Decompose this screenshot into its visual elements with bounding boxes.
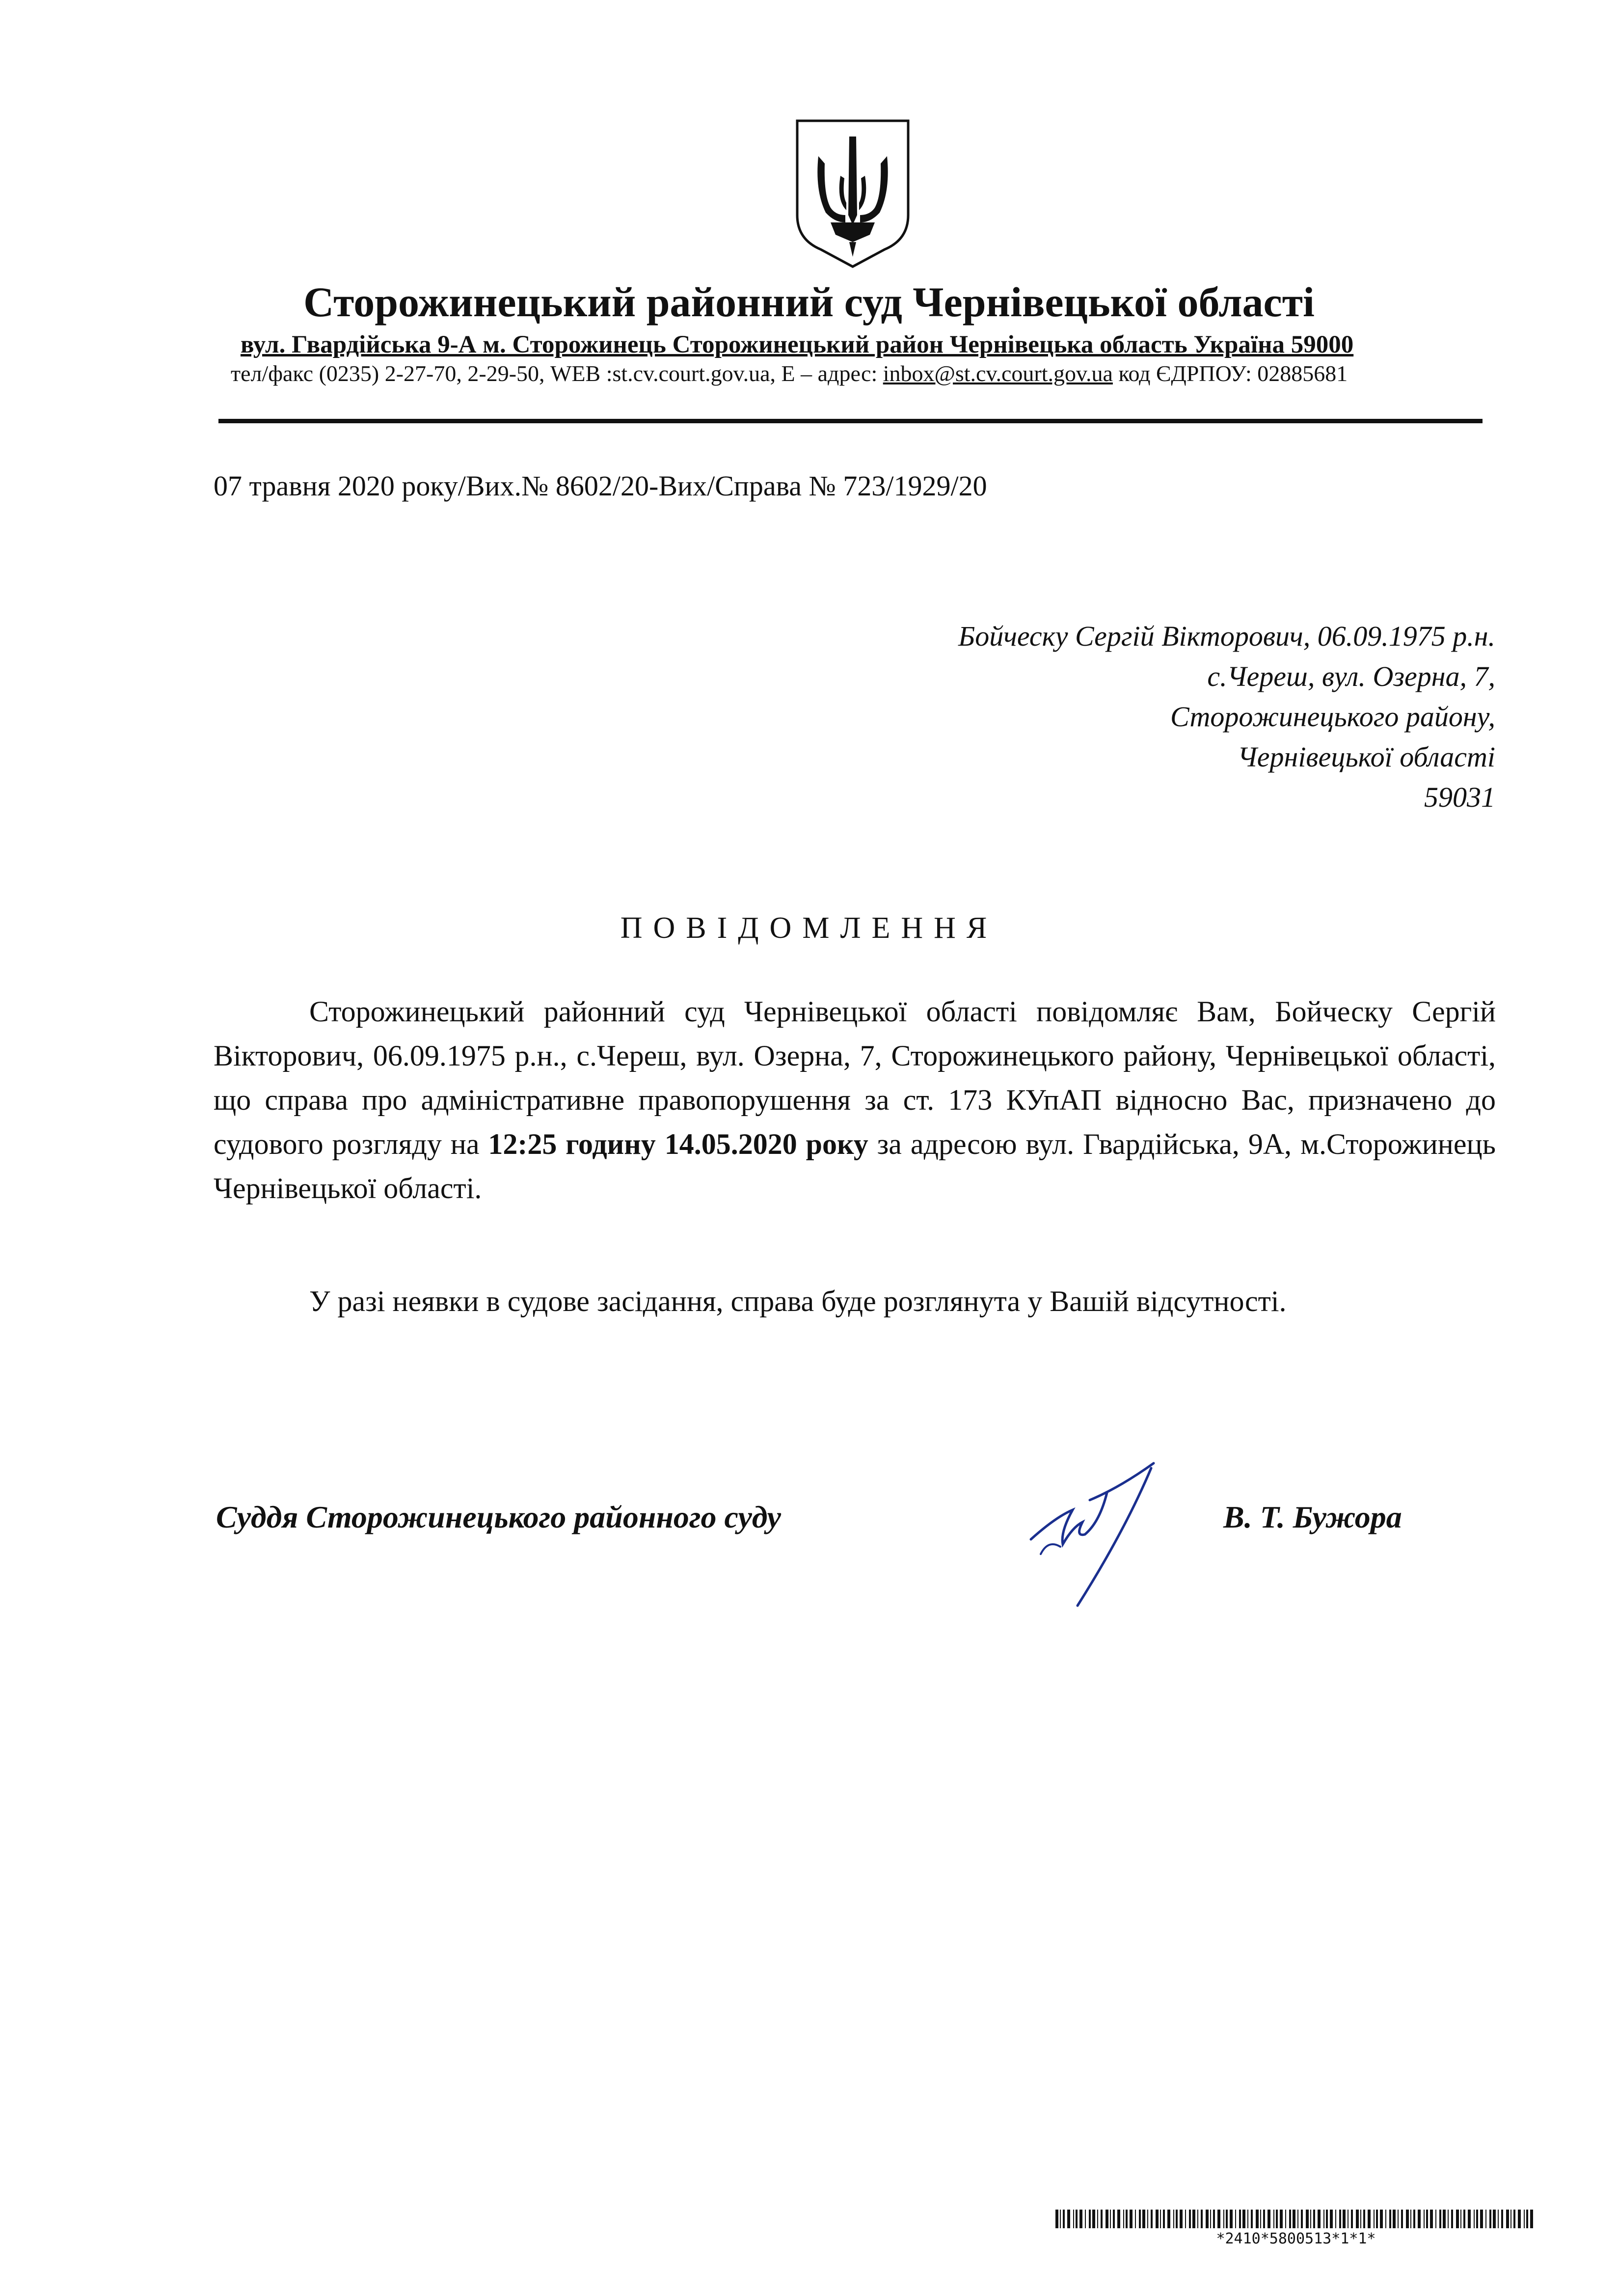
barcode-bar bbox=[1139, 2210, 1141, 2228]
barcode-bar bbox=[1151, 2210, 1153, 2228]
barcode-bar bbox=[1085, 2210, 1086, 2228]
barcode-bar bbox=[1189, 2210, 1191, 2228]
barcode-bar bbox=[1524, 2210, 1525, 2228]
barcode-bar bbox=[1374, 2210, 1375, 2228]
barcode-bar bbox=[1217, 2210, 1220, 2228]
barcode-bar bbox=[1160, 2210, 1161, 2228]
barcode-bar bbox=[1197, 2210, 1198, 2228]
contacts-prefix: тел/факс (0235) 2-27-70, 2-29-50, WEB :st.cv.court.gov.ua, E – адрес: bbox=[231, 361, 883, 386]
barcode-bar bbox=[1106, 2210, 1108, 2228]
barcode-bar bbox=[1280, 2210, 1283, 2228]
barcode-bar bbox=[1530, 2210, 1533, 2228]
barcode-bar bbox=[1435, 2210, 1436, 2228]
barcode-bar bbox=[1079, 2210, 1082, 2228]
court-contacts bbox=[231, 360, 1348, 387]
barcode-bar bbox=[1426, 2210, 1428, 2228]
barcode-bar bbox=[1055, 2210, 1058, 2228]
barcode-bar bbox=[1213, 2210, 1215, 2228]
barcode-bar bbox=[1360, 2210, 1361, 2228]
barcode-bar bbox=[1306, 2210, 1309, 2228]
barcode-bar bbox=[1413, 2210, 1415, 2228]
barcode-bar bbox=[1480, 2210, 1483, 2228]
barcode-bar bbox=[1506, 2210, 1509, 2228]
barcode-bar bbox=[1430, 2210, 1433, 2228]
barcode-bar bbox=[1089, 2210, 1091, 2228]
barcode-bar bbox=[1318, 2210, 1321, 2228]
barcode-bar bbox=[1210, 2210, 1211, 2228]
barcode-bar bbox=[1501, 2210, 1503, 2228]
barcode-bar bbox=[1247, 2210, 1248, 2228]
recipient-line: Сторожинецького району, bbox=[1170, 701, 1495, 733]
barcode-bar bbox=[1263, 2210, 1265, 2228]
barcode-bar bbox=[1474, 2210, 1475, 2228]
notice-paragraph bbox=[214, 989, 1496, 1210]
court-address: вул. Гвардійська 9-А м. Сторожинець Сторожинецький район Чернівецька область Україна 59000 bbox=[241, 331, 1354, 358]
barcode-bar bbox=[1368, 2210, 1371, 2228]
barcode-bar bbox=[1260, 2210, 1261, 2228]
recipient-line: Чернівецької області bbox=[1237, 741, 1495, 773]
barcode-bar bbox=[1451, 2210, 1453, 2228]
barcode-bar bbox=[1456, 2210, 1459, 2228]
barcode-bar bbox=[1476, 2210, 1478, 2228]
barcode-bar bbox=[1192, 2210, 1195, 2228]
barcode-bar bbox=[1201, 2210, 1203, 2228]
barcode-bar bbox=[1424, 2210, 1425, 2228]
barcode-bar bbox=[1135, 2210, 1136, 2228]
barcode-bar bbox=[1468, 2210, 1471, 2228]
barcode-bar bbox=[1510, 2210, 1511, 2228]
barcode-bar bbox=[1297, 2210, 1298, 2228]
barcode-bar bbox=[1418, 2210, 1421, 2228]
hearing-datetime: 12:25 годину 14.05.2020 року bbox=[488, 1128, 868, 1160]
barcode-bar bbox=[1401, 2210, 1403, 2228]
barcode-bar bbox=[1443, 2210, 1446, 2228]
barcode-bar bbox=[1206, 2210, 1209, 2228]
barcode-bar bbox=[1230, 2210, 1233, 2228]
barcode-bar bbox=[1063, 2210, 1065, 2228]
barcode-bar bbox=[1489, 2210, 1491, 2228]
recipient-line: с.Череш, вул. Озерна, 7, bbox=[1207, 660, 1495, 692]
barcode-bar bbox=[1448, 2210, 1449, 2228]
barcode-bar bbox=[1363, 2210, 1365, 2228]
barcode-bar bbox=[1147, 2210, 1148, 2228]
barcode-bar bbox=[1463, 2210, 1465, 2228]
barcode-bar bbox=[1356, 2210, 1359, 2228]
barcode-bar bbox=[1067, 2210, 1070, 2228]
signatory-role: Суддя Сторожинецького районного суду bbox=[216, 1500, 782, 1534]
barcode-bar bbox=[1493, 2210, 1496, 2228]
barcode-bar bbox=[1380, 2210, 1383, 2228]
barcode-bar bbox=[1256, 2210, 1259, 2228]
barcode-bar bbox=[1343, 2210, 1346, 2228]
barcode-bar bbox=[1310, 2210, 1311, 2228]
barcode-bar bbox=[1176, 2210, 1178, 2228]
barcode-bar bbox=[1113, 2210, 1115, 2228]
barcode-bar bbox=[1376, 2210, 1378, 2228]
barcode-bar bbox=[1313, 2210, 1315, 2228]
barcode-bar bbox=[1385, 2210, 1386, 2228]
header-divider bbox=[218, 419, 1483, 423]
barcode-bar bbox=[1276, 2210, 1278, 2228]
email-link[interactable]: inbox@st.cv.court.gov.ua bbox=[883, 361, 1113, 386]
barcode-bar bbox=[1513, 2210, 1515, 2228]
barcode-bar bbox=[1110, 2210, 1111, 2228]
barcode-bar bbox=[1339, 2210, 1341, 2228]
barcode-bar bbox=[1180, 2210, 1183, 2228]
reference-line: 07 травня 2020 року/Вих.№ 8602/20-Вих/Справа № 723/1929/20 bbox=[214, 470, 987, 502]
barcode-bar bbox=[1123, 2210, 1124, 2228]
barcode-bar bbox=[1117, 2210, 1120, 2228]
barcode-bar bbox=[1242, 2210, 1245, 2228]
barcode-bar bbox=[1130, 2210, 1133, 2228]
barcode-icon bbox=[1055, 2210, 1537, 2228]
barcode-bar bbox=[1142, 2210, 1145, 2228]
barcode-bar bbox=[1060, 2210, 1061, 2228]
barcode-bar bbox=[1235, 2210, 1236, 2228]
barcode-bar bbox=[1393, 2210, 1396, 2228]
barcode-bar bbox=[1073, 2210, 1074, 2228]
barcode-bar bbox=[1326, 2210, 1328, 2228]
barcode-bar bbox=[1092, 2210, 1095, 2228]
barcode-bar bbox=[1351, 2210, 1353, 2228]
barcode-bar bbox=[1076, 2210, 1078, 2228]
court-name: Сторожинецький районний суд Чернівецької області bbox=[303, 278, 1315, 326]
barcode-bar bbox=[1223, 2210, 1224, 2228]
barcode-bar bbox=[1439, 2210, 1441, 2228]
barcode-bar bbox=[1185, 2210, 1186, 2228]
barcode-bar bbox=[1226, 2210, 1228, 2228]
barcode-bar bbox=[1323, 2210, 1324, 2228]
coat-of-arms-icon bbox=[791, 117, 914, 270]
barcode-bar bbox=[1173, 2210, 1174, 2228]
barcode-bar bbox=[1293, 2210, 1295, 2228]
barcode-bar bbox=[1406, 2210, 1409, 2228]
barcode-bar bbox=[1267, 2210, 1270, 2228]
barcode-bar bbox=[1289, 2210, 1291, 2228]
contacts-suffix: код ЄДРПОУ: 02885681 bbox=[1112, 361, 1348, 386]
barcode-bar bbox=[1398, 2210, 1399, 2228]
barcode-bar bbox=[1285, 2210, 1286, 2228]
barcode-bar bbox=[1097, 2210, 1098, 2228]
barcode-bar bbox=[1335, 2210, 1336, 2228]
barcode-bar bbox=[1101, 2210, 1103, 2228]
barcode-bar bbox=[1498, 2210, 1499, 2228]
barcode-bar bbox=[1301, 2210, 1303, 2228]
barcode-bar bbox=[1163, 2210, 1165, 2228]
barcode-bar bbox=[1460, 2210, 1461, 2228]
document-title: ПОВІДОМЛЕННЯ bbox=[620, 911, 998, 945]
paragraph-text: Сторожинецький районний суд Чернівецької області повідомляє Вам, Бойческу Сергій Вікторович, 06.09.1975 р.н., с.Череш, вул. Озерна, 7, Сторожинецького району, Чернівецької області, що справа про адміністративне правопорушення за ст. 173 КУпАП відносно Вас, призначено до судового розгляду на bbox=[214, 995, 1496, 1160]
barcode-bar bbox=[1126, 2210, 1128, 2228]
recipient-line: Бойческу Сергій Вікторович, 06.09.1975 р.н. bbox=[958, 620, 1495, 652]
barcode-bar bbox=[1239, 2210, 1241, 2228]
barcode-bar bbox=[1156, 2210, 1159, 2228]
barcode-bar bbox=[1273, 2210, 1274, 2228]
absence-paragraph: У разі неявки в судове засідання, справа буде розглянута у Вашій відсутності. bbox=[309, 1285, 1287, 1317]
signatory-name: В. Т. Бужора bbox=[1223, 1500, 1402, 1534]
barcode-bar bbox=[1251, 2210, 1253, 2228]
barcode-bar bbox=[1526, 2210, 1528, 2228]
barcode-bar bbox=[1389, 2210, 1391, 2228]
barcode-bar bbox=[1485, 2210, 1486, 2228]
recipient-block bbox=[661, 616, 1495, 818]
handwritten-signature bbox=[1026, 1453, 1183, 1611]
barcode-bar bbox=[1410, 2210, 1411, 2228]
paragraph-text: за адресою вул. Гвардійська, 9А, м.Сторожинець Чернівецької області. bbox=[214, 1128, 1496, 1204]
barcode-bar bbox=[1167, 2210, 1170, 2228]
barcode-bar bbox=[1518, 2210, 1521, 2228]
barcode-text: *2410*5800513*1*1* bbox=[1216, 2230, 1376, 2247]
barcode-bar bbox=[1330, 2210, 1333, 2228]
recipient-line: 59031 bbox=[1424, 781, 1495, 813]
